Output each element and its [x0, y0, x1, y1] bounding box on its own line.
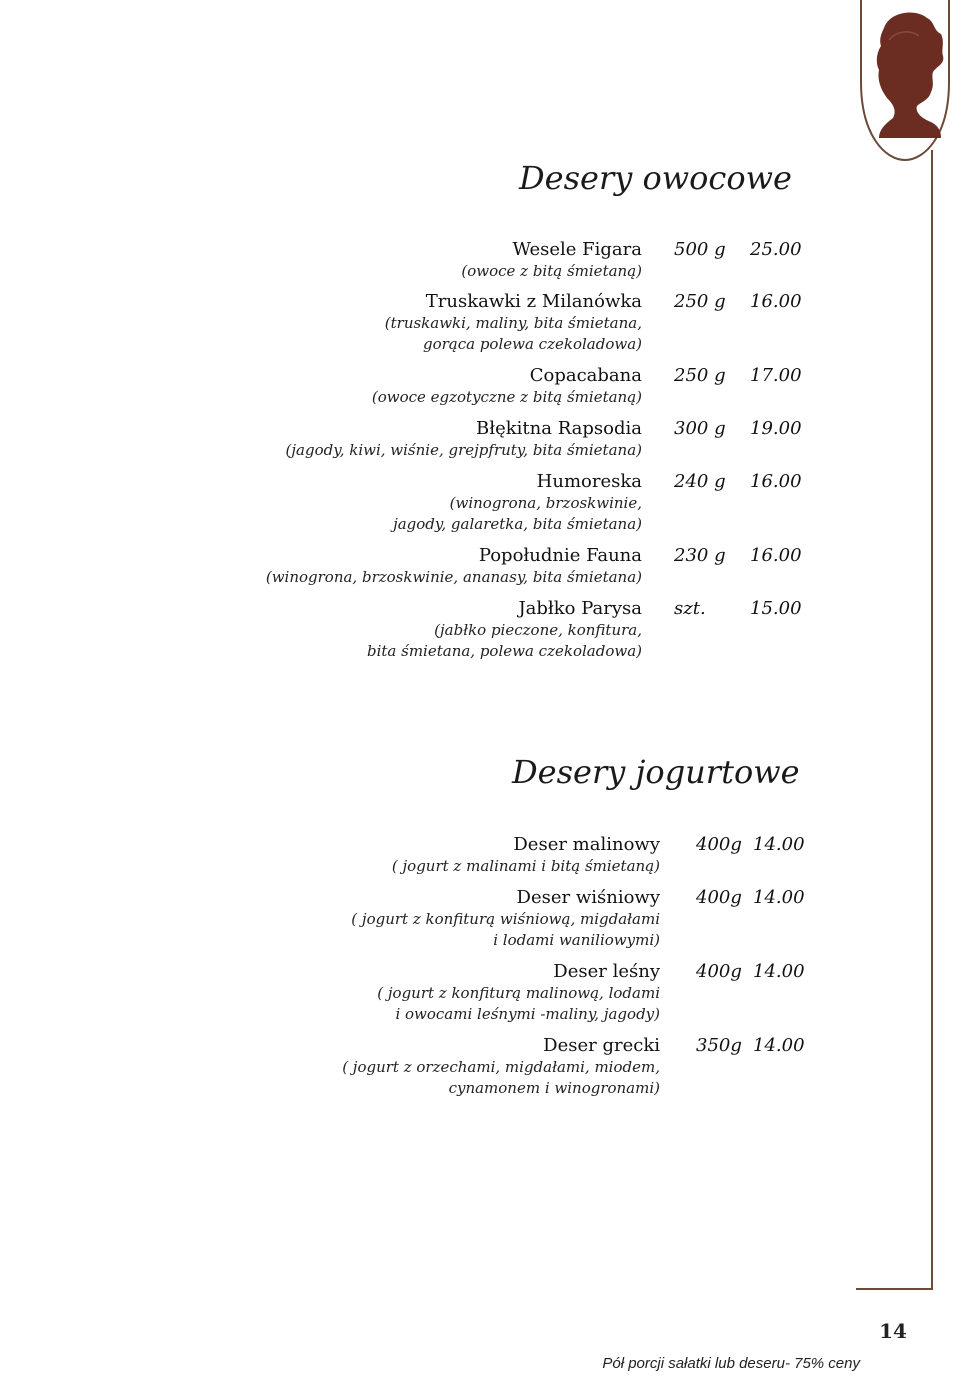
- item-description: ( jogurt z malinami i bitą śmietaną): [391, 857, 660, 875]
- item-description: (truskawki, maliny, bita śmietana, gorąca polewa czekoladowa): [384, 314, 642, 353]
- item-price: 16.00: [750, 471, 802, 492]
- item-weight: 400g: [696, 887, 742, 908]
- item-price: 14.00: [753, 834, 805, 855]
- frame-vertical-line: [931, 150, 933, 1290]
- item-weight: 300 g: [674, 418, 726, 439]
- item-price: 15.00: [750, 598, 802, 619]
- item-name: Deser grecki: [543, 1035, 660, 1056]
- item-description: (owoce z bitą śmietaną): [461, 262, 642, 280]
- item-price: 19.00: [750, 418, 802, 439]
- item-weight: 350g: [696, 1035, 742, 1056]
- item-name: Błękitna Rapsodia: [476, 418, 642, 439]
- item-name: Copacabana: [529, 365, 642, 386]
- menu-item: [240, 417, 802, 461]
- cameo-silhouette-icon: [849, 0, 960, 178]
- item-weight: 230 g: [674, 545, 726, 566]
- item-name: Deser malinowy: [513, 834, 660, 855]
- item-price: 14.00: [753, 961, 805, 982]
- item-weight: 240 g: [674, 471, 726, 492]
- section-title-yogurt-desserts: Desery jogurtowe: [512, 753, 800, 791]
- item-weight: 400g: [696, 961, 742, 982]
- item-description: ( jogurt z orzechami, migdałami, miodem, cynamonem i winogronami): [342, 1058, 660, 1097]
- item-description: (winogrona, brzoskwinie, jagody, galaretka, bita śmietana): [393, 494, 642, 533]
- item-weight: szt.: [674, 598, 706, 619]
- item-price: 14.00: [753, 887, 805, 908]
- item-price: 25.00: [750, 239, 802, 260]
- item-description: (winogrona, brzoskwinie, ananasy, bita śmietana): [265, 568, 642, 586]
- item-price: 16.00: [750, 291, 802, 312]
- item-weight: 250 g: [674, 365, 726, 386]
- item-name: Deser wiśniowy: [516, 887, 660, 908]
- menu-item: [300, 886, 805, 951]
- section-title-fruit-desserts: Desery owocowe: [519, 159, 792, 197]
- item-name: Wesele Figara: [512, 239, 642, 260]
- item-weight: 400g: [696, 834, 742, 855]
- menu-item: [300, 833, 805, 877]
- item-description: (jabłko pieczone, konfitura, bita śmietana, polewa czekoladowa): [366, 621, 642, 660]
- item-name: Popołudnie Fauna: [478, 545, 642, 566]
- menu-item: [300, 960, 805, 1025]
- page-number: 14: [879, 1319, 907, 1343]
- item-description: ( jogurt z konfiturą wiśniową, migdałami i lodami waniliowymi): [351, 910, 660, 949]
- item-name: Jabłko Parysa: [518, 598, 642, 619]
- menu-item: [240, 238, 802, 282]
- frame-horizontal-line: [856, 1288, 932, 1290]
- item-name: Humoreska: [536, 471, 642, 492]
- item-price: 17.00: [750, 365, 802, 386]
- item-description: (jagody, kiwi, wiśnie, grejpfruty, bita śmietana): [285, 441, 642, 459]
- menu-item: [240, 544, 802, 588]
- menu-item: [240, 364, 802, 408]
- footnote: Pół porcji sałatki lub deseru- 75% ceny: [602, 1355, 860, 1372]
- page-number-box: [857, 1293, 929, 1369]
- menu-item: [300, 1034, 805, 1099]
- item-description: ( jogurt z konfiturą malinową, lodami i owocami leśnymi -maliny, jagody): [377, 984, 660, 1023]
- item-price: 16.00: [750, 545, 802, 566]
- item-name: Deser leśny: [553, 961, 660, 982]
- menu-item: [240, 470, 802, 535]
- item-description: (owoce egzotyczne z bitą śmietaną): [371, 388, 642, 406]
- menu-item: [240, 597, 802, 662]
- menu-item: [240, 290, 802, 355]
- item-weight: 250 g: [674, 291, 726, 312]
- item-weight: 500 g: [674, 239, 726, 260]
- item-name: Truskawki z Milanówka: [425, 291, 642, 312]
- item-price: 14.00: [753, 1035, 805, 1056]
